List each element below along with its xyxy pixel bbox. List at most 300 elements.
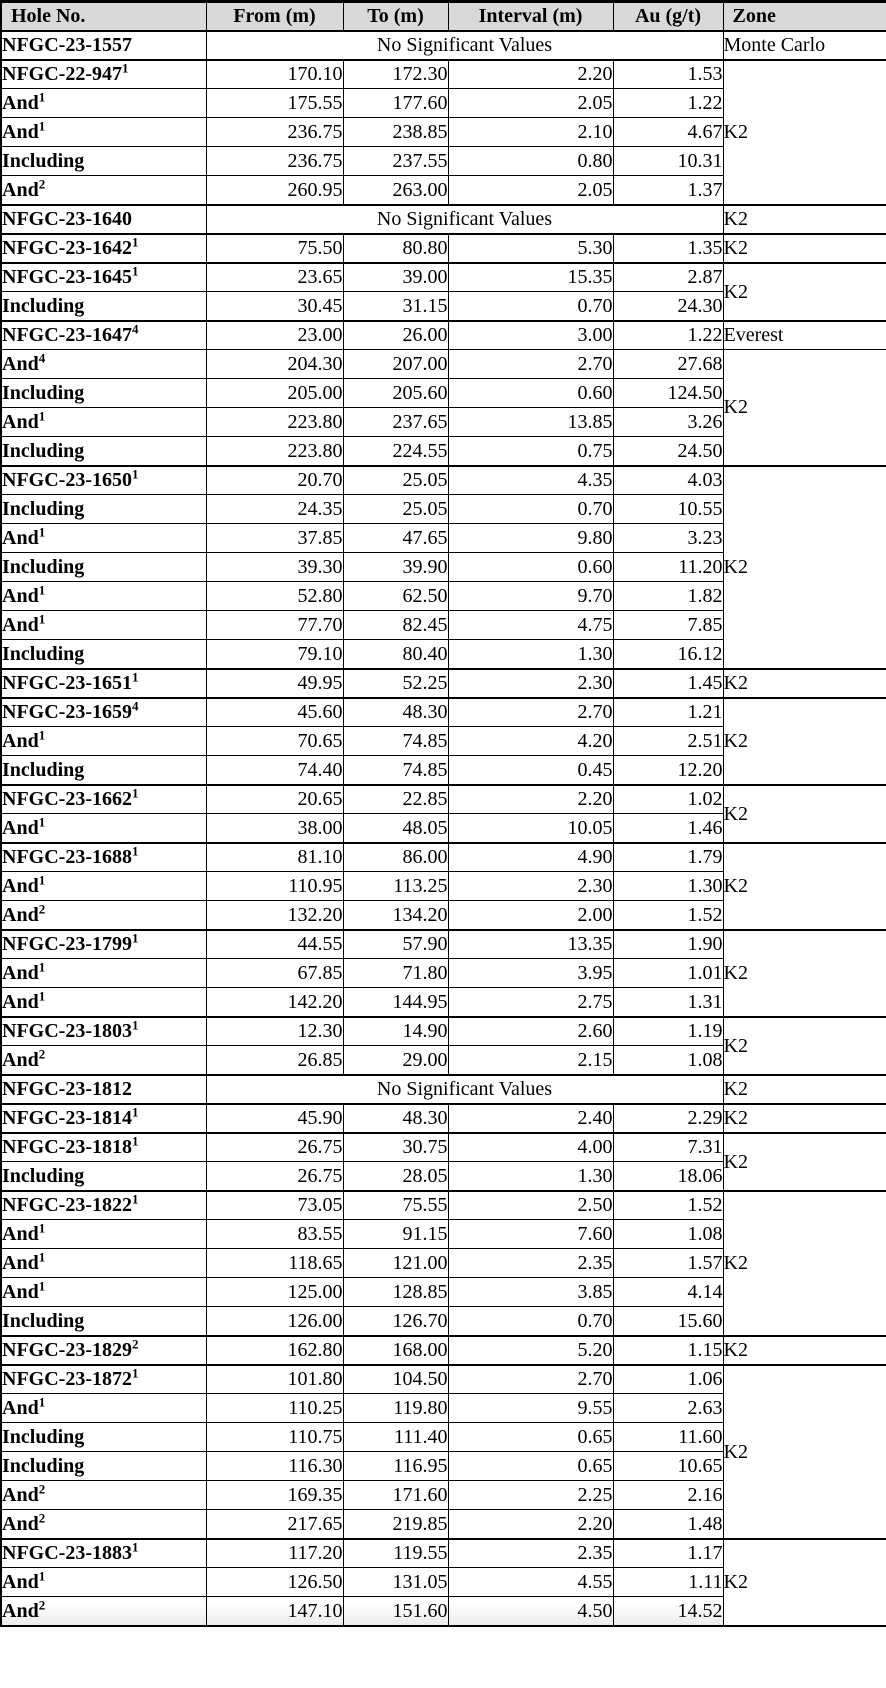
- hole-cell: [1, 60, 206, 89]
- footnote-marker: 1: [131, 1104, 139, 1120]
- au-cell: 1.90: [613, 930, 723, 959]
- column-header-interval: Interval (m): [448, 2, 613, 31]
- footnote-marker: 2: [131, 1336, 139, 1352]
- to-cell: 86.00: [343, 843, 448, 872]
- hole-cell: [1, 1133, 206, 1162]
- to-cell: 263.00: [343, 176, 448, 205]
- footnote-marker: 1: [131, 1017, 139, 1033]
- hole-label: And: [2, 585, 39, 607]
- from-cell: 83.55: [206, 1220, 343, 1249]
- interval-cell: 0.75: [448, 437, 613, 466]
- footnote-marker: 1: [38, 1220, 46, 1236]
- hole-cell: [1, 872, 206, 901]
- hole-label: Including: [2, 498, 85, 520]
- table-row: [1, 1365, 886, 1394]
- zone-cell: K2: [723, 1336, 886, 1365]
- hole-label: And: [2, 411, 39, 433]
- hole-label: And: [2, 1281, 39, 1303]
- zone-cell: K2: [723, 785, 886, 843]
- hole-label: NFGC-23-1799: [2, 933, 132, 956]
- from-cell: 44.55: [206, 930, 343, 959]
- hole-label: NFGC-23-1822: [2, 1194, 132, 1217]
- au-cell: 1.45: [613, 669, 723, 698]
- hole-cell: [1, 495, 206, 524]
- interval-cell: 5.30: [448, 234, 613, 263]
- hole-label: NFGC-23-1651: [2, 672, 132, 694]
- table-row: [1, 843, 886, 872]
- hole-label: NFGC-23-1688: [2, 846, 132, 869]
- hole-cell: [1, 698, 206, 727]
- footnote-marker: 1: [38, 959, 46, 975]
- au-cell: 1.48: [613, 1510, 723, 1539]
- from-cell: 20.65: [206, 785, 343, 814]
- hole-label: And: [2, 1512, 39, 1535]
- interval-cell: 2.15: [448, 1046, 613, 1075]
- interval-cell: 2.05: [448, 176, 613, 205]
- hole-label: And: [2, 121, 39, 143]
- from-cell: 101.80: [206, 1365, 343, 1394]
- zone-cell: K2: [723, 1075, 886, 1104]
- to-cell: 238.85: [343, 118, 448, 147]
- from-cell: 23.00: [206, 321, 343, 350]
- interval-cell: 0.65: [448, 1452, 613, 1481]
- to-cell: 48.30: [343, 698, 448, 727]
- to-cell: 25.05: [343, 466, 448, 495]
- hole-label: NFGC-23-1872: [2, 1368, 132, 1391]
- hole-label: And: [2, 903, 39, 926]
- from-cell: 117.20: [206, 1539, 343, 1568]
- hole-cell: [1, 118, 206, 147]
- to-cell: 80.40: [343, 640, 448, 669]
- footnote-marker: 1: [131, 669, 139, 685]
- zone-cell: K2: [723, 466, 886, 669]
- interval-cell: 7.60: [448, 1220, 613, 1249]
- hole-cell: [1, 1568, 206, 1597]
- au-cell: 2.63: [613, 1394, 723, 1423]
- interval-cell: 2.40: [448, 1104, 613, 1133]
- footnote-marker: 2: [38, 901, 46, 917]
- table-row: [1, 1017, 886, 1046]
- au-cell: 1.08: [613, 1046, 723, 1075]
- au-cell: 1.52: [613, 901, 723, 930]
- au-cell: 1.46: [613, 814, 723, 843]
- from-cell: 116.30: [206, 1452, 343, 1481]
- au-cell: 1.31: [613, 988, 723, 1017]
- to-cell: 22.85: [343, 785, 448, 814]
- hole-label: NFGC-23-1803: [2, 1020, 132, 1043]
- from-cell: 74.40: [206, 756, 343, 785]
- hole-label: And: [2, 353, 39, 375]
- footnote-marker: 4: [131, 321, 139, 337]
- hole-label: Including: [2, 642, 85, 665]
- table-row: [1, 1191, 886, 1220]
- hole-cell: [1, 814, 206, 843]
- au-cell: 1.35: [613, 234, 723, 263]
- interval-cell: 0.80: [448, 147, 613, 176]
- interval-cell: 4.00: [448, 1133, 613, 1162]
- column-header-from: From (m): [206, 2, 343, 31]
- table-row: [1, 350, 886, 379]
- to-cell: 134.20: [343, 901, 448, 930]
- hole-cell: [1, 611, 206, 640]
- hole-cell: [1, 1249, 206, 1278]
- table-row: [1, 60, 886, 89]
- hole-label: NFGC-23-1883: [2, 1542, 132, 1565]
- interval-cell: 2.10: [448, 118, 613, 147]
- to-cell: 144.95: [343, 988, 448, 1017]
- au-cell: 7.85: [613, 611, 723, 640]
- hole-cell: [1, 988, 206, 1017]
- au-cell: 1.57: [613, 1249, 723, 1278]
- au-cell: 1.79: [613, 843, 723, 872]
- hole-label: And: [2, 614, 39, 636]
- from-cell: 70.65: [206, 727, 343, 756]
- footnote-marker: 1: [38, 611, 46, 627]
- to-cell: 80.80: [343, 234, 448, 263]
- zone-cell: K2: [723, 669, 886, 698]
- from-cell: 73.05: [206, 1191, 343, 1220]
- to-cell: 116.95: [343, 1452, 448, 1481]
- au-cell: 14.52: [613, 1597, 723, 1626]
- table-row: [1, 1104, 886, 1133]
- to-cell: 71.80: [343, 959, 448, 988]
- to-cell: 119.80: [343, 1394, 448, 1423]
- to-cell: 113.25: [343, 872, 448, 901]
- au-cell: 1.52: [613, 1191, 723, 1220]
- interval-cell: 2.30: [448, 669, 613, 698]
- hole-cell: [1, 379, 206, 408]
- zone-cell: K2: [723, 1017, 886, 1075]
- to-cell: 172.30: [343, 60, 448, 89]
- footnote-marker: 2: [38, 176, 46, 192]
- au-cell: 1.22: [613, 89, 723, 118]
- interval-cell: 2.50: [448, 1191, 613, 1220]
- footnote-marker: 1: [38, 582, 46, 598]
- zone-cell: K2: [723, 1104, 886, 1133]
- nsv-cell: No Significant Values: [206, 205, 723, 234]
- from-cell: 236.75: [206, 118, 343, 147]
- zone-cell: K2: [723, 843, 886, 930]
- hole-label: Including: [2, 382, 85, 404]
- hole-label: NFGC-23-1814: [2, 1107, 132, 1129]
- hole-cell: [1, 1307, 206, 1336]
- au-cell: 1.15: [613, 1336, 723, 1365]
- hole-cell: [1, 1423, 206, 1452]
- interval-cell: 4.75: [448, 611, 613, 640]
- hole-label: NFGC-23-1557: [2, 34, 132, 56]
- hole-label: And: [2, 178, 39, 201]
- au-cell: 3.26: [613, 408, 723, 437]
- au-cell: 7.31: [613, 1133, 723, 1162]
- hole-label: NFGC-23-1812: [2, 1078, 132, 1100]
- from-cell: 20.70: [206, 466, 343, 495]
- hole-cell: [1, 727, 206, 756]
- interval-cell: 2.60: [448, 1017, 613, 1046]
- to-cell: 219.85: [343, 1510, 448, 1539]
- table-row: [1, 263, 886, 292]
- footnote-marker: 2: [38, 1481, 46, 1497]
- hole-label: And: [2, 1223, 39, 1245]
- hole-cell: [1, 1394, 206, 1423]
- au-cell: 4.67: [613, 118, 723, 147]
- au-cell: 10.31: [613, 147, 723, 176]
- au-cell: 16.12: [613, 640, 723, 669]
- hole-cell: [1, 1278, 206, 1307]
- from-cell: 125.00: [206, 1278, 343, 1307]
- interval-cell: 2.35: [448, 1539, 613, 1568]
- footnote-marker: 1: [131, 1133, 139, 1149]
- from-cell: 162.80: [206, 1336, 343, 1365]
- hole-label: NFGC-23-1662: [2, 788, 132, 811]
- footnote-marker: 1: [38, 524, 46, 540]
- hole-cell: [1, 1481, 206, 1510]
- interval-cell: 15.35: [448, 263, 613, 292]
- au-cell: 18.06: [613, 1162, 723, 1191]
- footnote-marker: 1: [38, 814, 46, 830]
- interval-cell: 9.80: [448, 524, 613, 553]
- to-cell: 151.60: [343, 1597, 448, 1626]
- au-cell: 11.20: [613, 553, 723, 582]
- interval-cell: 3.00: [448, 321, 613, 350]
- hole-cell: [1, 1336, 206, 1365]
- footnote-marker: 1: [38, 1278, 46, 1294]
- zone-cell: K2: [723, 263, 886, 321]
- interval-cell: 2.70: [448, 350, 613, 379]
- footnote-marker: 1: [38, 118, 46, 134]
- hole-cell: [1, 930, 206, 959]
- to-cell: 74.85: [343, 756, 448, 785]
- to-cell: 62.50: [343, 582, 448, 611]
- hole-label: And: [2, 1397, 39, 1419]
- to-cell: 119.55: [343, 1539, 448, 1568]
- au-cell: 1.53: [613, 60, 723, 89]
- footnote-marker: 1: [131, 1365, 139, 1381]
- hole-cell: [1, 31, 206, 60]
- hole-label: Including: [2, 1164, 85, 1187]
- hole-cell: [1, 89, 206, 118]
- zone-cell: K2: [723, 1365, 886, 1539]
- to-cell: 104.50: [343, 1365, 448, 1394]
- from-cell: 126.50: [206, 1568, 343, 1597]
- hole-cell: [1, 1597, 206, 1626]
- zone-cell: K2: [723, 930, 886, 1017]
- column-header-hole-no: Hole No.: [1, 2, 206, 31]
- footnote-marker: 4: [131, 698, 139, 714]
- table-row: [1, 1336, 886, 1365]
- to-cell: 131.05: [343, 1568, 448, 1597]
- to-cell: 91.15: [343, 1220, 448, 1249]
- to-cell: 205.60: [343, 379, 448, 408]
- footnote-marker: 1: [38, 727, 46, 743]
- table-row: [1, 321, 886, 350]
- interval-cell: 2.00: [448, 901, 613, 930]
- au-cell: 15.60: [613, 1307, 723, 1336]
- hole-label: And: [2, 1484, 39, 1506]
- from-cell: 236.75: [206, 147, 343, 176]
- au-cell: 124.50: [613, 379, 723, 408]
- hole-cell: [1, 234, 206, 263]
- to-cell: 111.40: [343, 1423, 448, 1452]
- to-cell: 57.90: [343, 930, 448, 959]
- hole-cell: [1, 785, 206, 814]
- table-row: [1, 1075, 886, 1104]
- column-header-zone: Zone: [723, 2, 886, 31]
- from-cell: 175.55: [206, 89, 343, 118]
- table-row: [1, 1539, 886, 1568]
- hole-label: NFGC-23-1640: [2, 208, 132, 230]
- hole-label: Including: [2, 294, 85, 317]
- from-cell: 223.80: [206, 437, 343, 466]
- hole-cell: [1, 1365, 206, 1394]
- au-cell: 1.19: [613, 1017, 723, 1046]
- to-cell: 237.55: [343, 147, 448, 176]
- interval-cell: 2.35: [448, 1249, 613, 1278]
- hole-cell: [1, 1510, 206, 1539]
- footnote-marker: 1: [131, 263, 139, 279]
- footnote-marker: 1: [131, 843, 139, 859]
- hole-label: NFGC-23-1659: [2, 701, 132, 724]
- column-header-au: Au (g/t): [613, 2, 723, 31]
- from-cell: 132.20: [206, 901, 343, 930]
- footnote-marker: 2: [38, 1510, 46, 1526]
- from-cell: 26.75: [206, 1133, 343, 1162]
- interval-cell: 0.60: [448, 553, 613, 582]
- to-cell: 171.60: [343, 1481, 448, 1510]
- to-cell: 25.05: [343, 495, 448, 524]
- hole-label: NFGC-23-1645: [2, 266, 132, 289]
- hole-label: And: [2, 1048, 39, 1071]
- footnote-marker: 1: [38, 1394, 46, 1410]
- from-cell: 37.85: [206, 524, 343, 553]
- from-cell: 205.00: [206, 379, 343, 408]
- to-cell: 126.70: [343, 1307, 448, 1336]
- from-cell: 67.85: [206, 959, 343, 988]
- from-cell: 23.65: [206, 263, 343, 292]
- hole-cell: [1, 1539, 206, 1568]
- hole-cell: [1, 321, 206, 350]
- table-row: [1, 205, 886, 234]
- hole-label: Including: [2, 1455, 85, 1477]
- hole-cell: [1, 1017, 206, 1046]
- au-cell: 1.82: [613, 582, 723, 611]
- interval-cell: 2.20: [448, 785, 613, 814]
- from-cell: 26.75: [206, 1162, 343, 1191]
- au-cell: 1.08: [613, 1220, 723, 1249]
- footnote-marker: 1: [131, 1539, 139, 1555]
- from-cell: 39.30: [206, 553, 343, 582]
- au-cell: 1.22: [613, 321, 723, 350]
- interval-cell: 0.70: [448, 1307, 613, 1336]
- footnote-marker: 1: [38, 1568, 46, 1584]
- from-cell: 118.65: [206, 1249, 343, 1278]
- footnote-marker: 1: [131, 1191, 139, 1207]
- hole-label: Including: [2, 439, 85, 462]
- hole-cell: [1, 669, 206, 698]
- hole-label: Including: [2, 1426, 85, 1448]
- interval-cell: 4.55: [448, 1568, 613, 1597]
- footnote-marker: 4: [38, 350, 46, 366]
- au-cell: 4.03: [613, 466, 723, 495]
- to-cell: 75.55: [343, 1191, 448, 1220]
- hole-label: And: [2, 527, 39, 549]
- table-row: [1, 31, 886, 60]
- interval-cell: 9.55: [448, 1394, 613, 1423]
- au-cell: 2.29: [613, 1104, 723, 1133]
- from-cell: 81.10: [206, 843, 343, 872]
- from-cell: 170.10: [206, 60, 343, 89]
- interval-cell: 10.05: [448, 814, 613, 843]
- hole-cell: [1, 437, 206, 466]
- to-cell: 168.00: [343, 1336, 448, 1365]
- hole-label: Including: [2, 150, 85, 172]
- zone-cell: K2: [723, 60, 886, 205]
- to-cell: 121.00: [343, 1249, 448, 1278]
- table-row: [1, 466, 886, 495]
- footnote-marker: 1: [131, 930, 139, 946]
- hole-label: And: [2, 875, 39, 897]
- to-cell: 39.00: [343, 263, 448, 292]
- interval-cell: 2.70: [448, 698, 613, 727]
- hole-cell: [1, 1162, 206, 1191]
- table-row: [1, 1133, 886, 1162]
- from-cell: 49.95: [206, 669, 343, 698]
- column-header-to: To (m): [343, 2, 448, 31]
- from-cell: 126.00: [206, 1307, 343, 1336]
- table-row: [1, 234, 886, 263]
- zone-cell: K2: [723, 205, 886, 234]
- interval-cell: 9.70: [448, 582, 613, 611]
- from-cell: 110.95: [206, 872, 343, 901]
- to-cell: 74.85: [343, 727, 448, 756]
- interval-cell: 13.85: [448, 408, 613, 437]
- to-cell: 30.75: [343, 1133, 448, 1162]
- hole-cell: [1, 292, 206, 321]
- from-cell: 260.95: [206, 176, 343, 205]
- hole-label: Including: [2, 1309, 85, 1332]
- au-cell: 1.06: [613, 1365, 723, 1394]
- nsv-cell: No Significant Values: [206, 31, 723, 60]
- hole-cell: [1, 1046, 206, 1075]
- hole-cell: [1, 1104, 206, 1133]
- hole-label: NFGC-23-1829: [2, 1339, 132, 1361]
- to-cell: 31.15: [343, 292, 448, 321]
- from-cell: 24.35: [206, 495, 343, 524]
- au-cell: 2.87: [613, 263, 723, 292]
- interval-cell: 0.65: [448, 1423, 613, 1452]
- interval-cell: 4.90: [448, 843, 613, 872]
- zone-cell: K2: [723, 1539, 886, 1626]
- zone-cell: Everest: [723, 321, 886, 350]
- au-cell: 1.21: [613, 698, 723, 727]
- interval-cell: 3.95: [448, 959, 613, 988]
- interval-cell: 0.60: [448, 379, 613, 408]
- table-row: [1, 930, 886, 959]
- from-cell: 45.60: [206, 698, 343, 727]
- nsv-cell: No Significant Values: [206, 1075, 723, 1104]
- footnote-marker: 1: [121, 60, 129, 76]
- hole-cell: [1, 408, 206, 437]
- interval-cell: 2.70: [448, 1365, 613, 1394]
- to-cell: 52.25: [343, 669, 448, 698]
- au-cell: 1.30: [613, 872, 723, 901]
- hole-label: NFGC-23-1642: [2, 237, 132, 259]
- hole-cell: [1, 1075, 206, 1104]
- interval-cell: 5.20: [448, 1336, 613, 1365]
- hole-label: And: [2, 92, 39, 114]
- au-cell: 1.01: [613, 959, 723, 988]
- footnote-marker: 1: [38, 89, 46, 105]
- hole-cell: [1, 350, 206, 379]
